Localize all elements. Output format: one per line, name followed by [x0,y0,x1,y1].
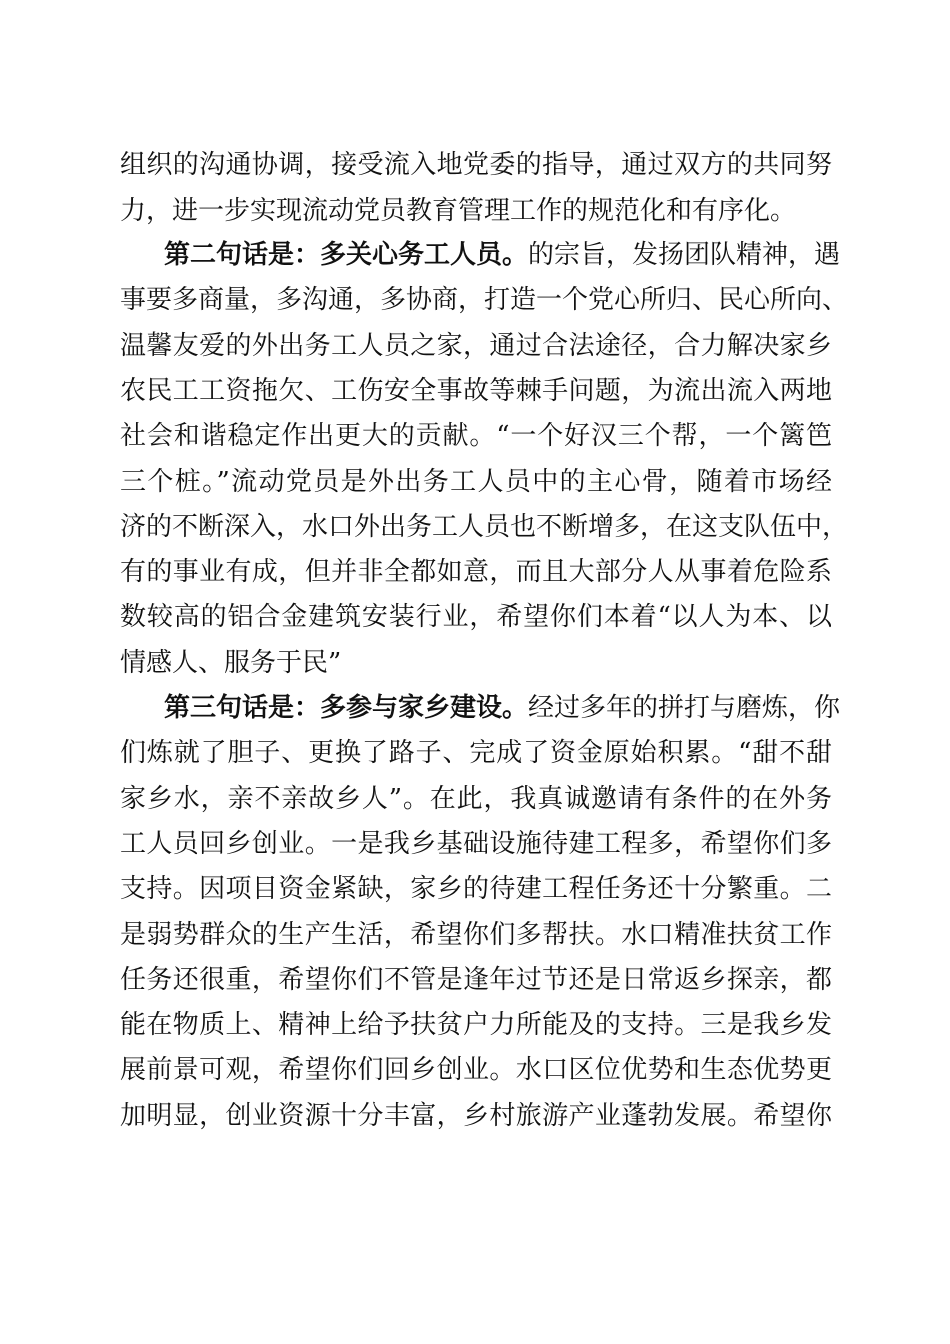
paragraph-3-heading: 第三句话是：多参与家乡建设。 [164,693,529,723]
paragraph-2-line-1 [164,232,841,278]
paragraph-2-line-4: 农民工工资拖欠、工伤安全事故等棘手问题，为流出流入两地 [120,376,832,406]
paragraph-3-line-4: 工人员回乡创业。一是我乡基础设施待建工程多，希望你们多 [120,829,832,859]
paragraph-2-line-6: 三个桩。”流动党员是外出务工人员中的主心骨，随着市场经 [120,467,832,497]
paragraph-2-line-9: 数较高的铝合金建筑安装行业，希望你们本着“以人为本、以 [120,602,832,632]
paragraph-3-line-10: 加明显，创业资源十分丰富，乡村旅游产业蓬勃发展。希望你 [120,1101,832,1131]
paragraph-2-line-7: 济的不断深入，水口外出务工人员也不断增多，在这支队伍中， [120,512,849,542]
paragraph-2-heading: 第二句话是：多关心务工人员。 [164,240,529,270]
paragraph-1-line-1: 组织的沟通协调，接受流入地党委的指导，通过双方的共同努 [120,150,832,180]
paragraph-2-line-10: 情感人、服务于民” [120,648,342,678]
paragraph-2-line-8: 有的事业有成，但并非全都如意，而且大部分人从事着危险系 [120,557,832,587]
paragraph-2-line-2: 事要多商量，多沟通，多协商，打造一个党心所归、民心所向、 [120,285,849,315]
paragraph-3-line-7: 任务还很重，希望你们不管是逢年过节还是日常返乡探亲，都 [120,965,832,995]
paragraph-2-line-3: 温馨友爱的外出务工人员之家，通过合法途径，合力解决家乡 [120,331,832,361]
paragraph-3-line-1 [164,685,841,731]
paragraph-3-line-8: 能在物质上、精神上给予扶贫户力所能及的支持。三是我乡发 [120,1010,832,1040]
paragraph-3-line-6: 是弱势群众的生产生活，希望你们多帮扶。水口精准扶贫工作 [120,920,832,950]
paragraph-3-line-3: 家乡水，亲不亲故乡人”。在此，我真诚邀请有条件的在外务 [120,784,832,814]
paragraph-2-first-line-text: 的宗旨，发扬团队精神，遇 [528,240,841,270]
paragraph-3-line-5: 支持。因项目资金紧缺，家乡的待建工程任务还十分繁重。二 [120,874,832,904]
paragraph-2-line-5: 社会和谐稳定作出更大的贡献。“一个好汉三个帮，一个篱笆 [120,421,832,451]
paragraph-1-line-2: 力，进一步实现流动党员教育管理工作的规范化和有序化。 [120,196,797,226]
paragraph-3-line-2: 们炼就了胆子、更换了路子、完成了资金原始积累。“甜不甜 [120,738,832,768]
paragraph-3-first-line-text: 经过多年的拼打与磨炼，你 [528,693,841,723]
paragraph-3-line-9: 展前景可观，希望你们回乡创业。水口区位优势和生态优势更 [120,1055,832,1085]
